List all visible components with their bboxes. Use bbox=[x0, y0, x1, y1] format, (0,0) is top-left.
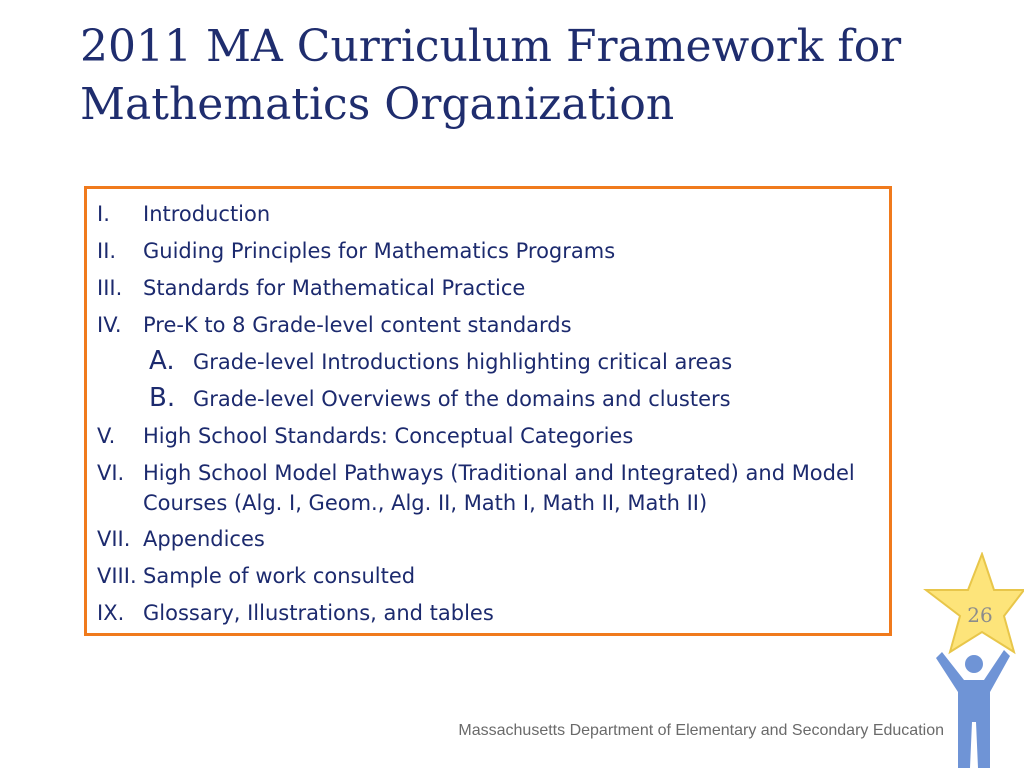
outline-item-number: III. bbox=[97, 276, 123, 300]
outline-item-text: Sample of work consulted bbox=[143, 564, 416, 588]
outline-item-number: IX. bbox=[97, 601, 125, 625]
outline-subitem bbox=[97, 347, 889, 378]
outline-item-text: Introduction bbox=[143, 202, 271, 226]
outline-item-text: High School Model Pathways (Traditional and Integrated) and Model Courses (Alg. I, Geom., Alg. II, Math I, Math II, Math II) bbox=[143, 461, 855, 515]
outline-subitem-text: Grade-level Introductions highlighting critical areas bbox=[193, 350, 733, 374]
outline-item bbox=[97, 524, 889, 555]
page-number: 26 bbox=[967, 603, 993, 627]
outline-item-number: V. bbox=[97, 424, 116, 448]
outline-item-number: VI. bbox=[97, 461, 125, 485]
outline-subitem-text: Grade-level Overviews of the domains and clusters bbox=[193, 387, 731, 411]
outline-item-number: II. bbox=[97, 239, 117, 263]
outline-item bbox=[97, 273, 889, 304]
outline-item bbox=[97, 310, 889, 341]
outline-item bbox=[97, 199, 889, 230]
outline-item bbox=[97, 561, 889, 592]
outline-box bbox=[84, 186, 892, 636]
outline-item-text: Appendices bbox=[143, 527, 265, 551]
outline-item-number: VII. bbox=[97, 527, 131, 551]
outline-list bbox=[87, 189, 889, 629]
outline-subitem bbox=[97, 384, 889, 415]
outline-item bbox=[97, 236, 889, 267]
outline-item-number: VIII. bbox=[97, 564, 137, 588]
outline-item bbox=[97, 421, 889, 452]
outline-item-text: Glossary, Illustrations, and tables bbox=[143, 601, 494, 625]
slide-title: 2011 MA Curriculum Framework for Mathematics Organization bbox=[80, 21, 902, 130]
outline-item-text: Pre-K to 8 Grade-level content standards bbox=[143, 313, 572, 337]
outline-item bbox=[97, 458, 889, 518]
outline-item-text: Guiding Principles for Mathematics Programs bbox=[143, 239, 616, 263]
outline-subitem-letter: A. bbox=[149, 346, 175, 376]
outline-subitem-letter: B. bbox=[149, 383, 176, 413]
footer-text: Massachusetts Department of Elementary and Secondary Education bbox=[458, 722, 944, 739]
outline-item-number: IV. bbox=[97, 313, 122, 337]
outline-item-text: High School Standards: Conceptual Categories bbox=[143, 424, 634, 448]
outline-item-text: Standards for Mathematical Practice bbox=[143, 276, 526, 300]
outline-item bbox=[97, 598, 889, 629]
outline-item-number: I. bbox=[97, 202, 110, 226]
